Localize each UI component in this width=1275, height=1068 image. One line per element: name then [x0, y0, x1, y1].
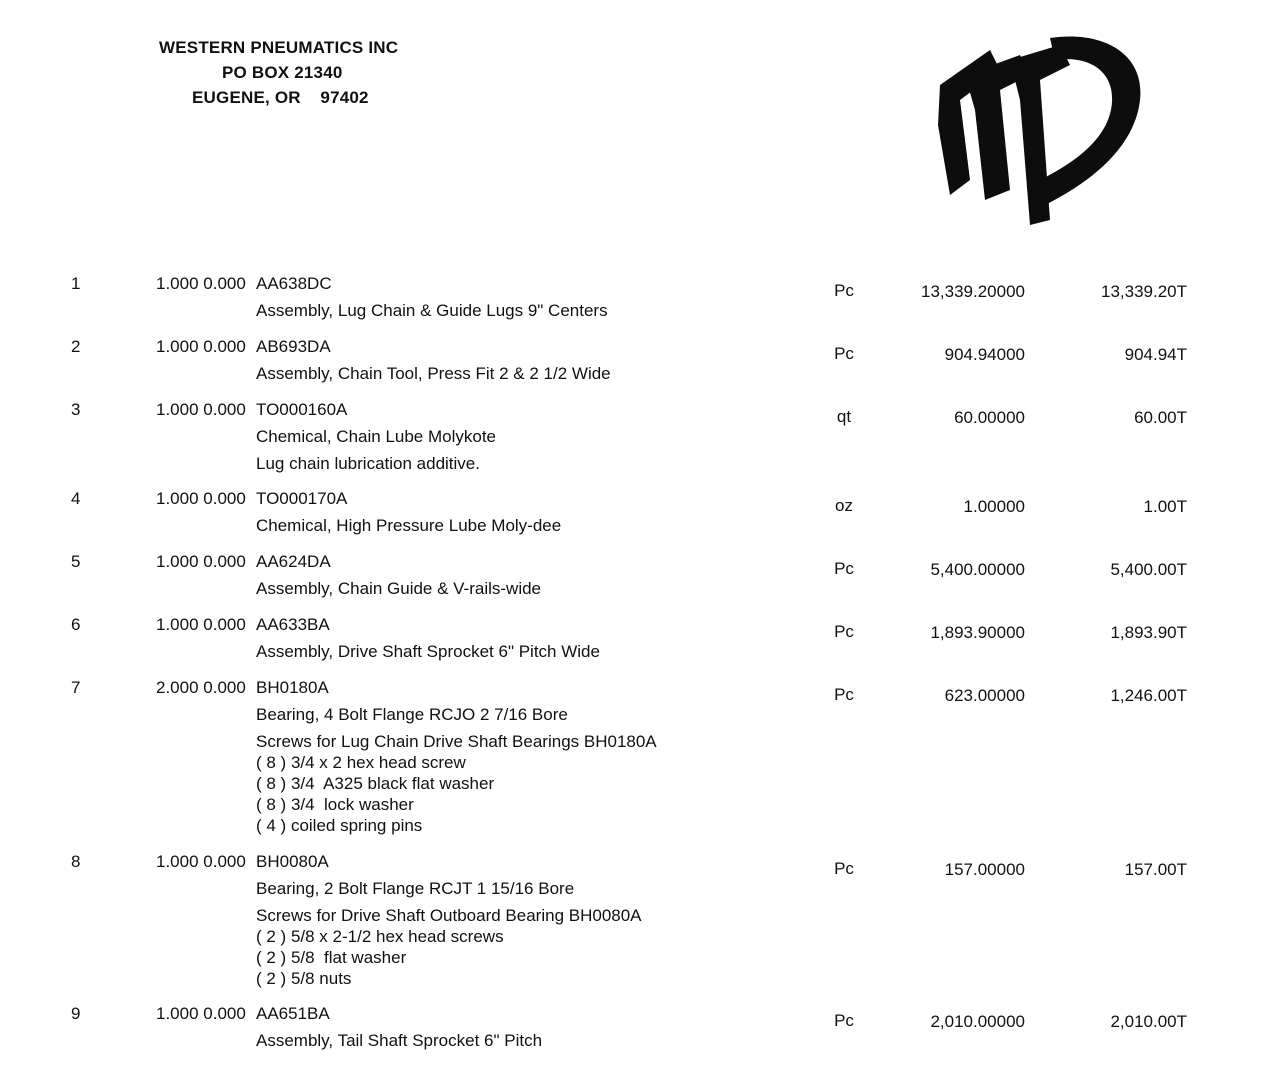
item-description: Assembly, Chain Guide & V-rails-wide: [256, 579, 542, 598]
line-item: [0, 394, 1275, 483]
item-note: Lug chain lubrication additive.: [256, 454, 480, 473]
extended-price: 904.94T: [1124, 345, 1187, 364]
extended-price: 1.00T: [1143, 497, 1187, 516]
item-description-block: [256, 678, 657, 837]
unit-price: 1,893.90000: [930, 623, 1025, 642]
line-number: 5: [71, 552, 81, 571]
quantity: 1.000 0.000: [156, 852, 246, 871]
unit-price: 904.94000: [944, 345, 1025, 364]
unit-price: 60.00000: [954, 408, 1025, 427]
item-note: ( 2 ) 5/8 nuts: [256, 969, 352, 988]
extended-price: 5,400.00T: [1110, 560, 1187, 579]
line-number: 2: [71, 337, 81, 356]
line-number: 3: [71, 400, 81, 419]
quantity: 1.000 0.000: [156, 615, 246, 634]
part-number: TO000160A: [256, 400, 348, 419]
quantity: 1.000 0.000: [156, 400, 246, 419]
unit-price: 1.00000: [963, 497, 1025, 516]
part-number: AA651BA: [256, 1004, 330, 1023]
part-number: AA633BA: [256, 615, 330, 634]
quantity: 2.000 0.000: [156, 678, 246, 697]
item-description-block: [256, 615, 600, 669]
part-number: BH0180A: [256, 678, 329, 697]
unit-of-measure: Pc: [834, 622, 854, 641]
quantity: 1.000 0.000: [156, 337, 246, 356]
item-note: Screws for Drive Shaft Outboard Bearing BH0080A: [256, 906, 642, 925]
item-description: Assembly, Chain Tool, Press Fit 2 & 2 1/2 Wide: [256, 364, 611, 383]
item-description: Bearing, 2 Bolt Flange RCJT 1 15/16 Bore: [256, 879, 575, 898]
quantity: 1.000 0.000: [156, 274, 246, 293]
extended-price: 1,893.90T: [1110, 623, 1187, 642]
part-number: TO000170A: [256, 489, 348, 508]
item-note: ( 2 ) 5/8 flat washer: [256, 948, 407, 967]
item-description: Assembly, Lug Chain & Guide Lugs 9" Centers: [256, 301, 608, 320]
document-header: [0, 0, 1275, 240]
line-number: 6: [71, 615, 81, 634]
line-number: 9: [71, 1004, 81, 1023]
line-item: [0, 331, 1275, 394]
unit-of-measure: Pc: [834, 559, 854, 578]
item-description-block: [256, 400, 496, 475]
line-item: [0, 609, 1275, 672]
part-number: BH0080A: [256, 852, 329, 871]
unit-of-measure: Pc: [834, 281, 854, 300]
quantity: 1.000 0.000: [156, 1004, 246, 1023]
unit-of-measure: Pc: [834, 685, 854, 704]
line-number: 1: [71, 274, 81, 293]
unit-of-measure: Pc: [834, 344, 854, 363]
quantity: 1.000 0.000: [156, 489, 246, 508]
unit-of-measure: Pc: [834, 859, 854, 878]
item-note: ( 8 ) 3/4 x 2 hex head screw: [256, 753, 466, 772]
line-item: [0, 546, 1275, 609]
part-number: AA624DA: [256, 552, 331, 571]
item-description-block: [256, 1004, 542, 1058]
line-item: [0, 846, 1275, 998]
item-description: Assembly, Drive Shaft Sprocket 6" Pitch Wide: [256, 642, 600, 661]
unit-of-measure: Pc: [834, 1011, 854, 1030]
unit-price: 13,339.20000: [921, 282, 1025, 301]
company-city: EUGENE, OR 97402: [192, 88, 369, 107]
extended-price: 1,246.00T: [1110, 686, 1187, 705]
item-description-block: [256, 274, 608, 328]
item-note: ( 8 ) 3/4 A325 black flat washer: [256, 774, 495, 793]
line-item: [0, 268, 1275, 331]
item-description-block: [256, 852, 642, 990]
line-item: [0, 998, 1275, 1058]
wp-monogram-logo-icon: [930, 30, 1150, 230]
extended-price: 157.00T: [1124, 860, 1187, 879]
unit-price: 5,400.00000: [930, 560, 1025, 579]
item-description-block: [256, 337, 611, 391]
item-description: Chemical, Chain Lube Molykote: [256, 427, 497, 446]
line-items-list: [0, 268, 1275, 1058]
unit-price: 157.00000: [944, 860, 1025, 879]
item-note: ( 4 ) coiled spring pins: [256, 816, 423, 835]
unit-price: 2,010.00000: [930, 1012, 1025, 1031]
unit-price: 623.00000: [944, 686, 1025, 705]
line-number: 8: [71, 852, 81, 871]
item-note: ( 2 ) 5/8 x 2-1/2 hex head screws: [256, 927, 504, 946]
part-number: AB693DA: [256, 337, 331, 356]
unit-of-measure: oz: [835, 496, 853, 515]
item-description: Bearing, 4 Bolt Flange RCJO 2 7/16 Bore: [256, 705, 568, 724]
line-number: 7: [71, 678, 81, 697]
line-item: [0, 672, 1275, 846]
item-note: ( 8 ) 3/4 lock washer: [256, 795, 414, 814]
extended-price: 13,339.20T: [1100, 282, 1187, 301]
item-description-block: [256, 489, 561, 543]
unit-of-measure: qt: [836, 407, 852, 426]
item-description: Assembly, Tail Shaft Sprocket 6" Pitch: [256, 1031, 543, 1050]
company-pobox: PO BOX 21340: [222, 63, 343, 82]
quantity: 1.000 0.000: [156, 552, 246, 571]
extended-price: 60.00T: [1134, 408, 1187, 427]
extended-price: 2,010.00T: [1110, 1012, 1187, 1031]
item-note: Screws for Lug Chain Drive Shaft Bearings BH0180A: [256, 732, 657, 751]
part-number: AA638DC: [256, 274, 332, 293]
item-description-block: [256, 552, 541, 606]
item-description: Chemical, High Pressure Lube Moly-dee: [256, 516, 562, 535]
line-item: [0, 483, 1275, 546]
company-name: WESTERN PNEUMATICS INC: [159, 38, 399, 57]
line-number: 4: [71, 489, 81, 508]
